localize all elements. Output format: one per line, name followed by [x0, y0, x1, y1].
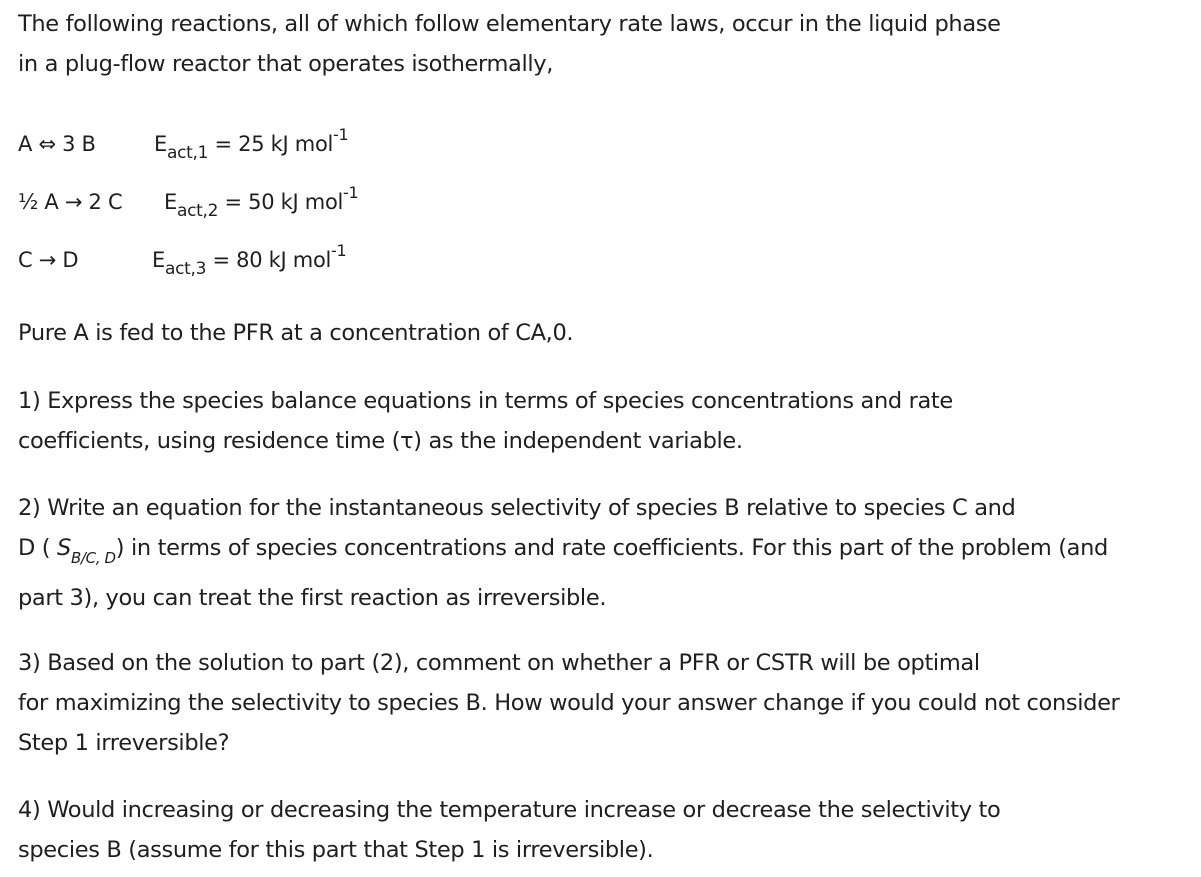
question-2-line-3: part 3), you can treat the first reaction as irreversible. — [18, 585, 607, 611]
reaction-2-activation-energy — [164, 182, 358, 224]
reaction-1-equation: A ⇔ 3 B — [18, 132, 96, 156]
reaction-1-activation-energy — [154, 124, 348, 166]
ea-1-value: = 25 kJ mol — [208, 132, 334, 156]
question-3-line-3: Step 1 irreversible? — [18, 730, 230, 756]
ea-3-label: E — [152, 248, 165, 272]
question-4 — [18, 790, 1000, 870]
reaction-3-equation: C → D — [18, 248, 79, 272]
question-3 — [18, 643, 1119, 763]
intro-line-2: in a plug-flow reactor that operates isothermally, — [18, 51, 554, 77]
ea-2-exponent: -1 — [343, 183, 359, 202]
ea-1-subscript: act,1 — [166, 143, 209, 163]
feed-statement — [18, 313, 573, 353]
ea-2-label: E — [164, 190, 177, 214]
reaction-1 — [18, 124, 349, 164]
ea-3-value: = 80 kJ mol — [206, 248, 332, 272]
reaction-2-equation: ½ A → 2 C — [18, 190, 123, 214]
ea-3-subscript: act,3 — [164, 259, 207, 279]
question-2-line-1: 2) Write an equation for the instantaneous selectivity of species B relative to species C and — [18, 495, 1016, 521]
question-1-line-1: 1) Express the species balance equations in terms of species concentrations and rate — [18, 388, 953, 414]
ea-3-exponent: -1 — [331, 241, 347, 260]
ea-2-subscript: act,2 — [176, 201, 219, 221]
reaction-2 — [18, 182, 359, 222]
ea-2-value: = 50 kJ mol — [218, 190, 344, 214]
question-3-line-2: for maximizing the selectivity to species B. How would your answer change if you could not consider — [18, 690, 1120, 716]
question-2 — [18, 488, 1108, 618]
reaction-3-activation-energy — [152, 240, 346, 282]
question-4-line-2: species B (assume for this part that Step 1 is irreversible). — [18, 837, 654, 863]
intro-paragraph — [18, 4, 1001, 84]
selectivity-subscript: B/C, D — [70, 549, 116, 567]
question-2-line-2 — [18, 528, 1108, 570]
question-4-line-1: 4) Would increasing or decreasing the temperature increase or decrease the selectivity to — [18, 797, 1001, 823]
feed-line: Pure A is fed to the PFR at a concentration of CA,0. — [18, 320, 574, 346]
intro-line-1: The following reactions, all of which follow elementary rate laws, occur in the liquid phase — [18, 11, 1001, 37]
reaction-3 — [18, 240, 347, 280]
question-3-line-1: 3) Based on the solution to part (2), comment on whether a PFR or CSTR will be optimal — [18, 650, 980, 676]
question-1-line-2: coefficients, using residence time (τ) as the independent variable. — [18, 428, 743, 454]
ea-1-exponent: -1 — [333, 125, 349, 144]
question-2-line-2-prefix: D ( — [18, 535, 58, 561]
question-2-line-2-suffix: ) in terms of species concentrations and rate coefficients. For this part of the problem (and — [115, 535, 1108, 561]
selectivity-symbol: S — [57, 535, 71, 561]
ea-1-label: E — [154, 132, 167, 156]
question-1 — [18, 381, 953, 461]
